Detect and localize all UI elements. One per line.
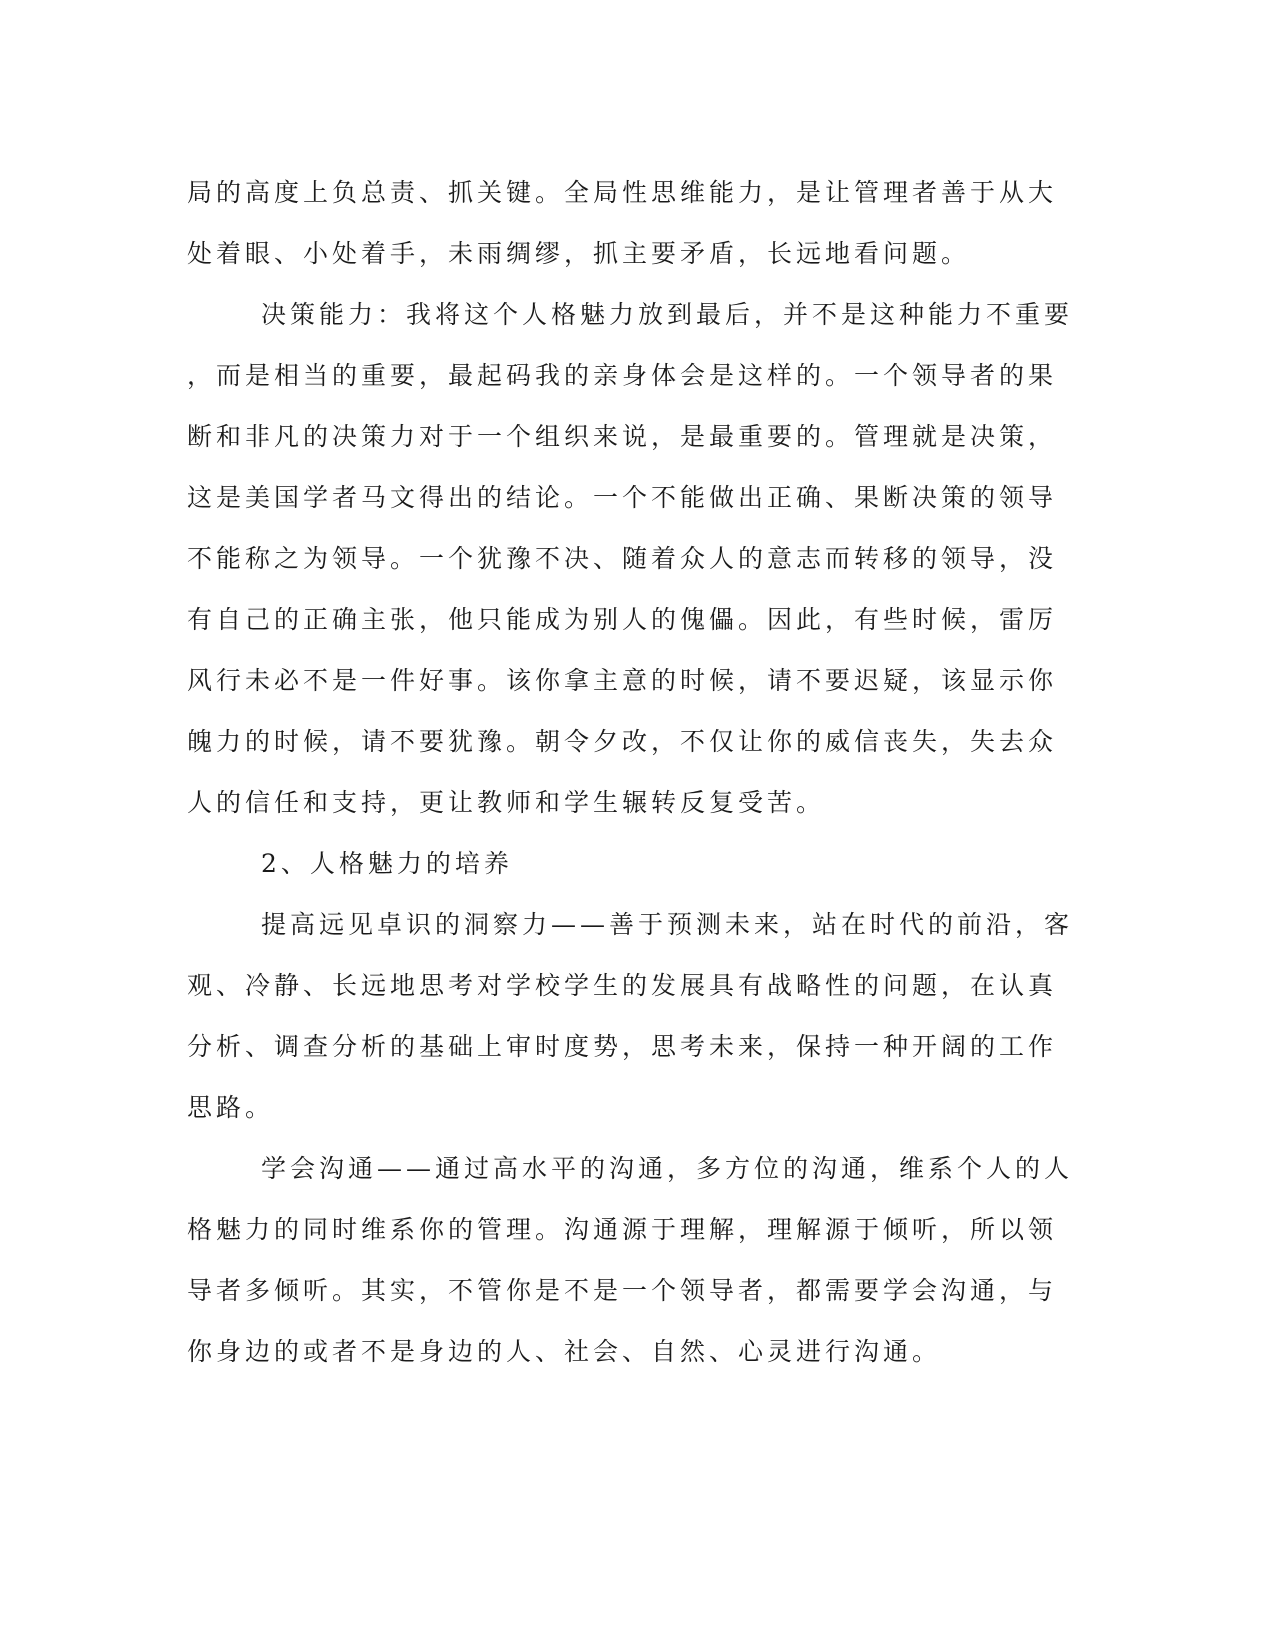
text-line: 观、冷静、长远地思考对学校学生的发展具有战略性的问题，在认真 bbox=[187, 971, 1058, 1000]
text-line: 局的高度上负总责、抓关键。全局性思维能力，是让管理者善于从大 bbox=[187, 178, 1058, 207]
text-line: 处着眼、小处着手，未雨绸缪，抓主要矛盾，长远地看问题。 bbox=[187, 239, 971, 268]
paragraph-start-insight: 提高远见卓识的洞察力——善于预测未来，站在时代的前沿，客 bbox=[261, 910, 1074, 939]
text-line: 格魅力的同时维系你的管理。沟通源于理解，理解源于倾听，所以领 bbox=[187, 1215, 1058, 1244]
section-heading: 2、人格魅力的培养 bbox=[261, 849, 513, 878]
text-line: 思路。 bbox=[187, 1093, 275, 1122]
document-body bbox=[187, 162, 1074, 1382]
paragraph-start-communication: 学会沟通——通过高水平的沟通，多方位的沟通，维系个人的人 bbox=[261, 1154, 1074, 1183]
text-line: 人的信任和支持，更让教师和学生辗转反复受苦。 bbox=[187, 788, 826, 817]
text-line: 分析、调查分析的基础上审时度势，思考未来，保持一种开阔的工作 bbox=[187, 1032, 1058, 1061]
paragraph-start-decision: 决策能力：我将这个人格魅力放到最后，并不是这种能力不重要 bbox=[261, 300, 1074, 329]
text-line: 导者多倾听。其实，不管你是不是一个领导者，都需要学会沟通，与 bbox=[187, 1276, 1058, 1305]
text-line: 魄力的时候，请不要犹豫。朝令夕改，不仅让你的威信丧失，失去众 bbox=[187, 727, 1058, 756]
text-line: 不能称之为领导。一个犹豫不决、随着众人的意志而转移的领导，没 bbox=[187, 544, 1058, 573]
text-line: 这是美国学者马文得出的结论。一个不能做出正确、果断决策的领导 bbox=[187, 483, 1058, 512]
text-line: 有自己的正确主张，他只能成为别人的傀儡。因此，有些时候，雷厉 bbox=[187, 605, 1058, 634]
text-line: 你身边的或者不是身边的人、社会、自然、心灵进行沟通。 bbox=[187, 1337, 942, 1366]
text-line: 风行未必不是一件好事。该你拿主意的时候，请不要迟疑，该显示你 bbox=[187, 666, 1058, 695]
text-line: 断和非凡的决策力对于一个组织来说，是最重要的。管理就是决策， bbox=[187, 422, 1058, 451]
text-line: ，而是相当的重要，最起码我的亲身体会是这样的。一个领导者的果 bbox=[187, 361, 1058, 390]
